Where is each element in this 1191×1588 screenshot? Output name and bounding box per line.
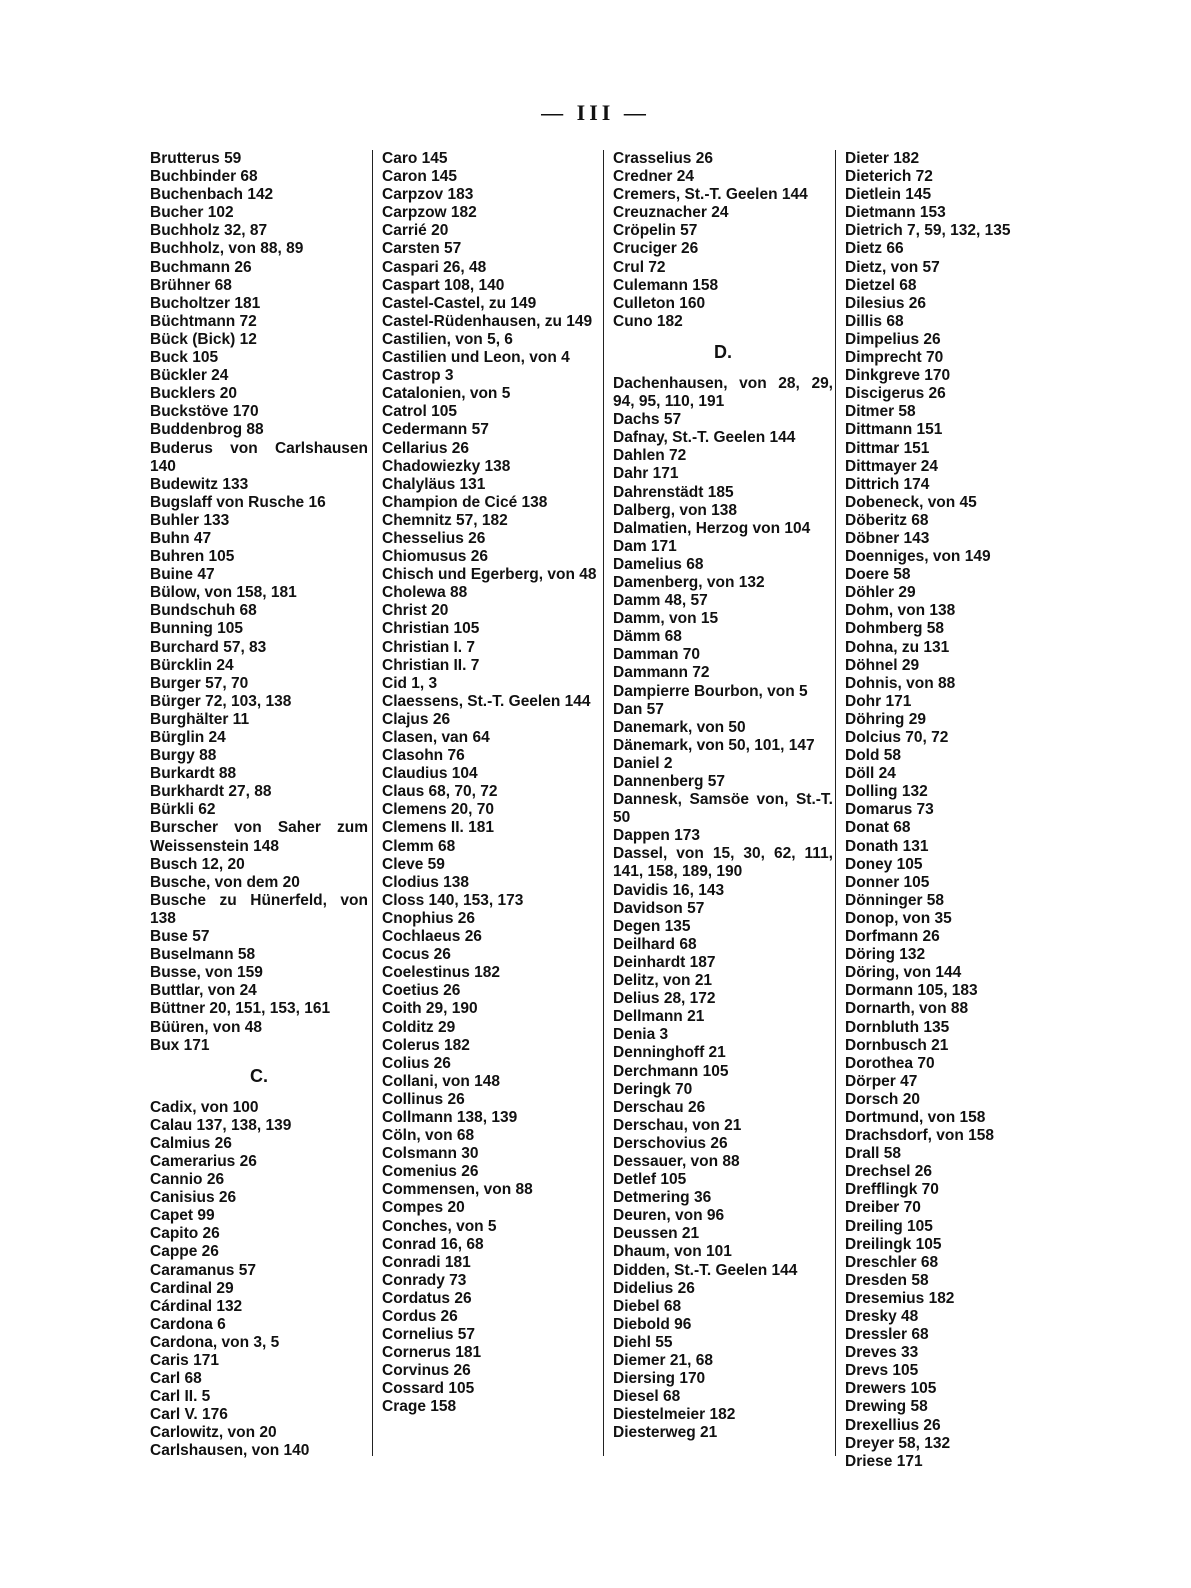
index-entry: Conrady 73 (382, 1271, 467, 1289)
index-entry: Dönninger 58 (845, 891, 945, 909)
index-entry: Dohr 171 (845, 692, 912, 710)
index-entry: Cuno 182 (613, 312, 683, 330)
index-entry: Dressler 68 (845, 1326, 929, 1344)
index-entry: Detlef 105 (613, 1171, 687, 1189)
index-entry: Davidson 57 (613, 899, 705, 917)
index-entry: Danemark, von 50 (613, 718, 746, 736)
index-entry: Buck 105 (150, 349, 219, 367)
index-entry: Dold 58 (845, 747, 901, 765)
index-entry: Compes 20 (382, 1199, 465, 1217)
index-entry: Bülow, von 158, 181 (150, 584, 297, 602)
index-entry: Closs 140, 153, 173 (382, 891, 524, 909)
index-entry: Büüren, von 48 (150, 1018, 262, 1036)
index-entry: Doere 58 (845, 566, 911, 584)
index-entry: Diemer 21, 68 (613, 1352, 713, 1369)
index-entry: Dachs 57 (613, 411, 682, 429)
index-entry: Dalberg, von 138 (613, 501, 738, 519)
index-entry: Credner 24 (613, 168, 694, 186)
index-entry: Carpzov 183 (382, 186, 474, 204)
column-divider (835, 150, 836, 1456)
index-entry: Capito 26 (150, 1225, 220, 1243)
index-entry: Colditz 29 (382, 1018, 456, 1036)
index-entry: Bürglin 24 (150, 729, 226, 746)
index-entry: Buhler 133 (150, 511, 230, 529)
index-entry: Conches, von 5 (382, 1217, 497, 1235)
index-entry: Brutterus 59 (150, 150, 242, 167)
index-entry: Bucholtzer 181 (150, 294, 261, 312)
index-entry: Caris 171 (150, 1352, 219, 1369)
index-entry: Döhnel 29 (845, 656, 920, 674)
index-entry: Doenniges, von 149 (845, 548, 991, 566)
index-entry: Conradi 181 (382, 1253, 471, 1271)
index-entry: Dittmann 151 (845, 421, 943, 439)
index-entry: Dassel, von 15, 30, 62, 111, 141, 158, 189, 190 (613, 845, 833, 881)
index-entry: Buchholz, von 88, 89 (150, 240, 304, 258)
index-entry: Dessauer, von 88 (613, 1152, 740, 1170)
index-entry: Crage 158 (382, 1398, 457, 1416)
index-entry: Bux 171 (150, 1036, 210, 1054)
index-entry: Chesselius 26 (382, 529, 486, 547)
index-entry: Dreilingk 105 (845, 1235, 942, 1253)
index-entry: Cöln, von 68 (382, 1127, 475, 1145)
index-entry: Cordatus 26 (382, 1289, 472, 1307)
index-entry: Drexellius 26 (845, 1416, 941, 1434)
index-entry: Christian 105 (382, 620, 480, 638)
index-entry: Dieterich 72 (845, 168, 933, 186)
index-entry: Dachenhausen, von 28, 29, 94, 95, 110, 191 (613, 374, 833, 411)
index-entry: Cremers, St.-T. Geelen 144 (613, 186, 808, 204)
index-entry: Döll 24 (845, 765, 896, 783)
index-entry: Donner 105 (845, 873, 930, 891)
index-entry: Dietlein 145 (845, 186, 932, 204)
index-entry: Castilien und Leon, von 4 (382, 349, 570, 367)
index-entry: Dortmund, von 158 (845, 1108, 986, 1126)
index-entry: Drevs 105 (845, 1362, 919, 1380)
index-entry: Buddenbrog 88 (150, 421, 264, 439)
index-entry: Dilesius 26 (845, 294, 926, 312)
index-entry: Cedermann 57 (382, 421, 489, 439)
index-entry: Castel-Rüdenhausen, zu 149 (382, 312, 593, 330)
index-entry: Drefflingk 70 (845, 1181, 939, 1199)
index-entry: Diesterweg 21 (613, 1424, 718, 1442)
index-column-3 (611, 150, 833, 1442)
index-entry: Culemann 158 (613, 276, 719, 294)
index-entry: Drewers 105 (845, 1380, 937, 1398)
index-entry: Calmius 26 (150, 1134, 232, 1152)
index-entry: Dammann 72 (613, 664, 710, 682)
index-entry: Chalyläus 131 (382, 475, 486, 493)
index-entry: Damelius 68 (613, 555, 704, 573)
index-entry: Dohna, zu 131 (845, 638, 950, 656)
index-entry: Christian I. 7 (382, 638, 476, 656)
index-entry: Discigerus 26 (845, 385, 946, 403)
index-entry: Cappe 26 (150, 1243, 219, 1261)
index-entry: Burkhardt 27, 88 (150, 783, 272, 801)
index-entry: Dimpelius 26 (845, 330, 941, 348)
index-entry: Carsten 57 (382, 240, 462, 258)
index-entry: Calau 137, 138, 139 (150, 1116, 292, 1134)
index-entry: Dan 57 (613, 700, 664, 718)
index-entry: Dreiber 70 (845, 1199, 921, 1217)
index-entry: Christ 20 (382, 602, 449, 620)
index-entry: Bucklers 20 (150, 385, 238, 403)
index-entry: Carl II. 5 (150, 1388, 211, 1406)
index-entry: Buchmann 26 (150, 258, 252, 276)
index-entry: Chemnitz 57, 182 (382, 511, 508, 529)
index-entry: Derschau 26 (613, 1098, 706, 1116)
index-entry: Conrad 16, 68 (382, 1235, 484, 1253)
index-entry: Catrol 105 (382, 403, 457, 421)
index-entry: Dolcius 70, 72 (845, 729, 949, 746)
index-column-2 (380, 150, 600, 1417)
index-entry: Coith 29, 190 (382, 1000, 478, 1018)
index-entry: Busche, von dem 20 (150, 873, 300, 891)
index-entry: Claus 68, 70, 72 (382, 783, 498, 801)
index-entry: Crasselius 26 (613, 150, 713, 167)
index-entry: Daniel 2 (613, 754, 673, 772)
index-entry: Burghälter 11 (150, 710, 250, 728)
index-entry: Dieter 182 (845, 150, 920, 167)
index-entry: Chadowiezky 138 (382, 457, 511, 475)
column-divider (372, 150, 373, 1456)
index-entry: Colius 26 (382, 1054, 451, 1072)
index-entry: Clasohn 76 (382, 747, 465, 765)
index-entry: Cholewa 88 (382, 584, 468, 602)
index-entry: Burscher von Saher zum Weissenstein 148 (150, 819, 368, 855)
index-entry: Champion de Cicé 138 (382, 493, 548, 511)
index-entry: Diebold 96 (613, 1315, 692, 1333)
index-entry: Caramanus 57 (150, 1261, 256, 1279)
index-entry: Dornarth, von 88 (845, 1000, 969, 1018)
index-entry: Donath 131 (845, 837, 929, 855)
index-entry: Dalmatien, Herzog von 104 (613, 519, 811, 537)
index-entry: Didelius 26 (613, 1279, 695, 1297)
index-column-1 (150, 150, 368, 1461)
index-entry: Creuznacher 24 (613, 204, 729, 222)
index-entry: Dietzel 68 (845, 276, 917, 294)
index-entry: Dohnis, von 88 (845, 674, 956, 692)
index-entry: Clemens 20, 70 (382, 801, 495, 819)
index-entry: Burkardt 88 (150, 765, 237, 783)
index-entry: Delius 28, 172 (613, 990, 716, 1008)
index-entry: Cornelius 57 (382, 1326, 476, 1344)
index-entry: Culleton 160 (613, 294, 706, 312)
index-entry: Dahrenstädt 185 (613, 483, 734, 501)
index-entry: Deussen 21 (613, 1225, 700, 1243)
index-entry: Buhren 105 (150, 548, 235, 566)
index-entry: Derschovius 26 (613, 1134, 728, 1152)
index-entry: Bürkli 62 (150, 801, 216, 819)
index-entry: Drachsdorf, von 158 (845, 1127, 995, 1145)
index-entry: Döring, von 144 (845, 964, 962, 982)
index-entry: Crul 72 (613, 258, 666, 276)
index-entry: Dornbusch 21 (845, 1036, 949, 1054)
index-entry: Dietz 66 (845, 240, 904, 258)
index-entry: Damenberg, von 132 (613, 573, 765, 591)
index-entry: Döhring 29 (845, 710, 926, 728)
index-entry: Castel-Castel, zu 149 (382, 294, 537, 312)
index-entry: Cocus 26 (382, 946, 451, 964)
index-entry: Buchholz 32, 87 (150, 222, 268, 240)
index-entry: Clodius 138 (382, 873, 469, 891)
index-entry: Dämm 68 (613, 628, 682, 646)
index-entry: Diebel 68 (613, 1297, 682, 1315)
index-entry: Dorsch 20 (845, 1090, 920, 1108)
index-entry: Dresky 48 (845, 1308, 919, 1325)
index-entry: Damman 70 (613, 646, 701, 664)
index-entry: Buine 47 (150, 566, 215, 584)
index-entry: Budewitz 133 (150, 475, 249, 493)
index-entry: Clasen, van 64 (382, 729, 490, 746)
index-entry: Cardinal 29 (150, 1279, 234, 1297)
index-entry: Caron 145 (382, 168, 457, 186)
index-entry: Deilhard 68 (613, 935, 697, 953)
index-entry: Drall 58 (845, 1145, 902, 1163)
index-entry: Cordus 26 (382, 1308, 458, 1325)
section-letter: D. (714, 341, 732, 362)
index-entry: Chisch und Egerberg, von 48 (382, 566, 597, 584)
index-entry: Dittrich 174 (845, 475, 930, 493)
index-entry: Caspari 26, 48 (382, 258, 487, 276)
index-entry: Dellmann 21 (613, 1008, 705, 1026)
index-entry: Dampierre Bourbon, von 5 (613, 682, 808, 700)
index-entry: Collani, von 148 (382, 1072, 501, 1090)
index-entry: Christian II. 7 (382, 656, 480, 674)
index-entry: Derchmann 105 (613, 1062, 729, 1080)
index-entry: Dohmberg 58 (845, 620, 945, 638)
index-entry: Döbner 143 (845, 529, 930, 547)
index-entry: Dreves 33 (845, 1344, 919, 1362)
index-entry: Catalonien, von 5 (382, 385, 511, 403)
index-entry: Damm 48, 57 (613, 592, 708, 610)
index-entry: Cnophius 26 (382, 909, 476, 927)
index-entry: Donat 68 (845, 819, 911, 837)
index-entry: Dahr 171 (613, 465, 679, 483)
index-entry: Burgy 88 (150, 747, 217, 765)
index-entry: Doney 105 (845, 855, 923, 873)
index-entry: Buchenbach 142 (150, 186, 274, 204)
index-entry: Caspart 108, 140 (382, 276, 505, 294)
index-entry: Dohm, von 138 (845, 602, 956, 620)
index-entry: Donop, von 35 (845, 909, 952, 927)
index-entry: Carlshausen, von 140 (150, 1442, 310, 1460)
index-entry: Dreiling 105 (845, 1217, 933, 1235)
index-entry: Burger 57, 70 (150, 674, 249, 692)
index-entry: Dhaum, von 101 (613, 1243, 732, 1261)
index-entry: Castrop 3 (382, 367, 454, 385)
index-entry: Canisius 26 (150, 1189, 237, 1207)
index-entry: Comenius 26 (382, 1163, 479, 1181)
index-entry: Dietmann 153 (845, 204, 946, 222)
index-entry: Dresden 58 (845, 1271, 929, 1289)
index-entry: Carl 68 (150, 1370, 202, 1388)
index-entry: Diehl 55 (613, 1333, 673, 1351)
index-entry: Drechsel 26 (845, 1163, 933, 1181)
index-entry: Degen 135 (613, 917, 691, 935)
index-entry: Damm, von 15 (613, 610, 719, 628)
index-entry: Cannio 26 (150, 1171, 225, 1189)
index-entry: Domarus 73 (845, 801, 934, 819)
index-entry: Commensen, von 88 (382, 1181, 533, 1199)
index-entry: Castilien, von 5, 6 (382, 330, 513, 348)
index-entry: Büttner 20, 151, 153, 161 (150, 1000, 331, 1018)
index-entry: Collmann 138, 139 (382, 1108, 518, 1126)
index-entry: Dreyer 58, 132 (845, 1434, 951, 1452)
column-divider (603, 150, 604, 1456)
index-entry: Bucher 102 (150, 204, 234, 222)
index-entry: Brühner 68 (150, 276, 232, 294)
index-entry: Diersing 170 (613, 1370, 706, 1388)
index-entry: Burchard 57, 83 (150, 638, 267, 656)
index-entry: Dinkgreve 170 (845, 367, 951, 385)
index-entry: Deuren, von 96 (613, 1207, 725, 1225)
index-entry: Buchbinder 68 (150, 168, 258, 186)
index-entry: Ditmer 58 (845, 403, 916, 421)
index-entry: Diestelmeier 182 (613, 1406, 736, 1424)
index-entry: Dillis 68 (845, 312, 904, 330)
index-entry: Colerus 182 (382, 1036, 470, 1054)
index-entry: Dänemark, von 50, 101, 147 (613, 736, 815, 754)
index-entry: Cid 1, 3 (382, 674, 438, 692)
index-column-4 (843, 150, 1045, 1471)
index-entry: Buse 57 (150, 928, 210, 946)
index-entry: Denninghoff 21 (613, 1044, 726, 1062)
index-entry: Camerarius 26 (150, 1152, 257, 1170)
index-entry: Dittmar 151 (845, 439, 930, 457)
index-entry: Colsmann 30 (382, 1145, 479, 1163)
index-entry: Dappen 173 (613, 827, 701, 845)
index-entry: Carrié 20 (382, 222, 449, 240)
index-entry: Busche zu Hünerfeld, von 138 (150, 891, 368, 927)
index-entry: Dolling 132 (845, 783, 928, 801)
index-entry: Bürcklin 24 (150, 656, 234, 674)
index-entry: Cardona, von 3, 5 (150, 1333, 280, 1351)
index-entry: Carpzow 182 (382, 204, 477, 222)
section-letter: C. (250, 1065, 268, 1086)
index-entry: Buckstöve 170 (150, 403, 259, 421)
index-entry: Corvinus 26 (382, 1362, 471, 1380)
index-entry: Coelestinus 182 (382, 964, 501, 982)
index-entry: Drewing 58 (845, 1398, 928, 1416)
index-entry: Driese 171 (845, 1452, 923, 1470)
index-entry: Dannenberg 57 (613, 773, 725, 790)
index-entry: Dannesk, Samsöe von, St.-T. 50 (613, 791, 833, 827)
index-entry: Denia 3 (613, 1026, 669, 1044)
index-entry: Bugslaff von Rusche 16 (150, 493, 326, 511)
index-entry: Cellarius 26 (382, 439, 470, 457)
index-entry: Capet 99 (150, 1207, 215, 1225)
index-entry: Detmering 36 (613, 1189, 712, 1207)
index-entry: Bürger 72, 103, 138 (150, 692, 292, 710)
index-entry: Cossard 105 (382, 1380, 475, 1398)
index-entry: Cruciger 26 (613, 240, 699, 258)
index-entry: Döhler 29 (845, 584, 916, 602)
index-entry: Büchtmann 72 (150, 312, 257, 330)
index-entry: Döring 132 (845, 946, 926, 964)
index-entry: Deinhardt 187 (613, 953, 716, 971)
index-entry: Bück (Bick) 12 (150, 330, 257, 348)
index-entry: Chiomusus 26 (382, 548, 488, 566)
index-entry: Claudius 104 (382, 765, 478, 783)
index-entry: Cornerus 181 (382, 1344, 482, 1362)
index-entry: Busse, von 159 (150, 964, 263, 982)
index-entry: Derschau, von 21 (613, 1116, 742, 1134)
index-entry: Cárdinal 132 (150, 1297, 243, 1315)
index-entry: Claessens, St.-T. Geelen 144 (382, 692, 591, 710)
index-entry: Dietrich 7, 59, 132, 135 (845, 222, 1011, 240)
index-entry: Carl V. 176 (150, 1406, 228, 1424)
index-entry: Carlowitz, von 20 (150, 1424, 277, 1442)
index-entry: Dietz, von 57 (845, 258, 940, 276)
index-entry: Clajus 26 (382, 710, 451, 728)
index-entry: Dreschler 68 (845, 1253, 939, 1271)
index-entry: Dresemius 182 (845, 1289, 955, 1307)
index-entry: Buselmann 58 (150, 946, 256, 964)
index-entry: Didden, St.-T. Geelen 144 (613, 1261, 798, 1279)
index-entry: Dam 171 (613, 537, 677, 555)
index-entry: Busch 12, 20 (150, 855, 245, 873)
index-entry: Buhn 47 (150, 529, 212, 547)
index-entry: Dobeneck, von 45 (845, 493, 977, 511)
index-entry: Deringk 70 (613, 1080, 693, 1098)
index-entry: Bunning 105 (150, 620, 244, 638)
index-entry: Bückler 24 (150, 367, 229, 385)
index-entry: Coetius 26 (382, 982, 461, 1000)
index-entry: Cadix, von 100 (150, 1098, 259, 1116)
index-entry: Dittmayer 24 (845, 457, 939, 475)
index-entry: Clemens II. 181 (382, 819, 495, 837)
index-entry: Dornbluth 135 (845, 1018, 950, 1036)
index-entry: Dafnay, St.-T. Geelen 144 (613, 429, 796, 447)
index-entry: Caro 145 (382, 150, 448, 167)
index-entry: Buttlar, von 24 (150, 982, 257, 1000)
index-entry: Dorothea 70 (845, 1054, 935, 1072)
index-entry: Dormann 105, 183 (845, 982, 978, 1000)
index-entry: Diesel 68 (613, 1388, 681, 1406)
index-entry: Dorfmann 26 (845, 928, 940, 946)
index-entry: Clemm 68 (382, 837, 456, 855)
index-entry: Dimprecht 70 (845, 349, 944, 367)
index-entry: Cochlaeus 26 (382, 928, 482, 946)
index-entry: Dahlen 72 (613, 447, 687, 465)
index-entry: Davidis 16, 143 (613, 881, 725, 899)
index-entry: Collinus 26 (382, 1090, 465, 1108)
index-entry: Cardona 6 (150, 1315, 226, 1333)
index-entry: Cleve 59 (382, 855, 445, 873)
page-number: — III — (541, 100, 650, 125)
index-entry: Dörper 47 (845, 1072, 918, 1090)
index-entry: Buderus von Carlshausen 140 (150, 439, 368, 475)
index-entry: Delitz, von 21 (613, 972, 713, 990)
index-entry: Bundschuh 68 (150, 602, 257, 620)
index-entry: Cröpelin 57 (613, 222, 698, 240)
index-entry: Döberitz 68 (845, 511, 929, 529)
